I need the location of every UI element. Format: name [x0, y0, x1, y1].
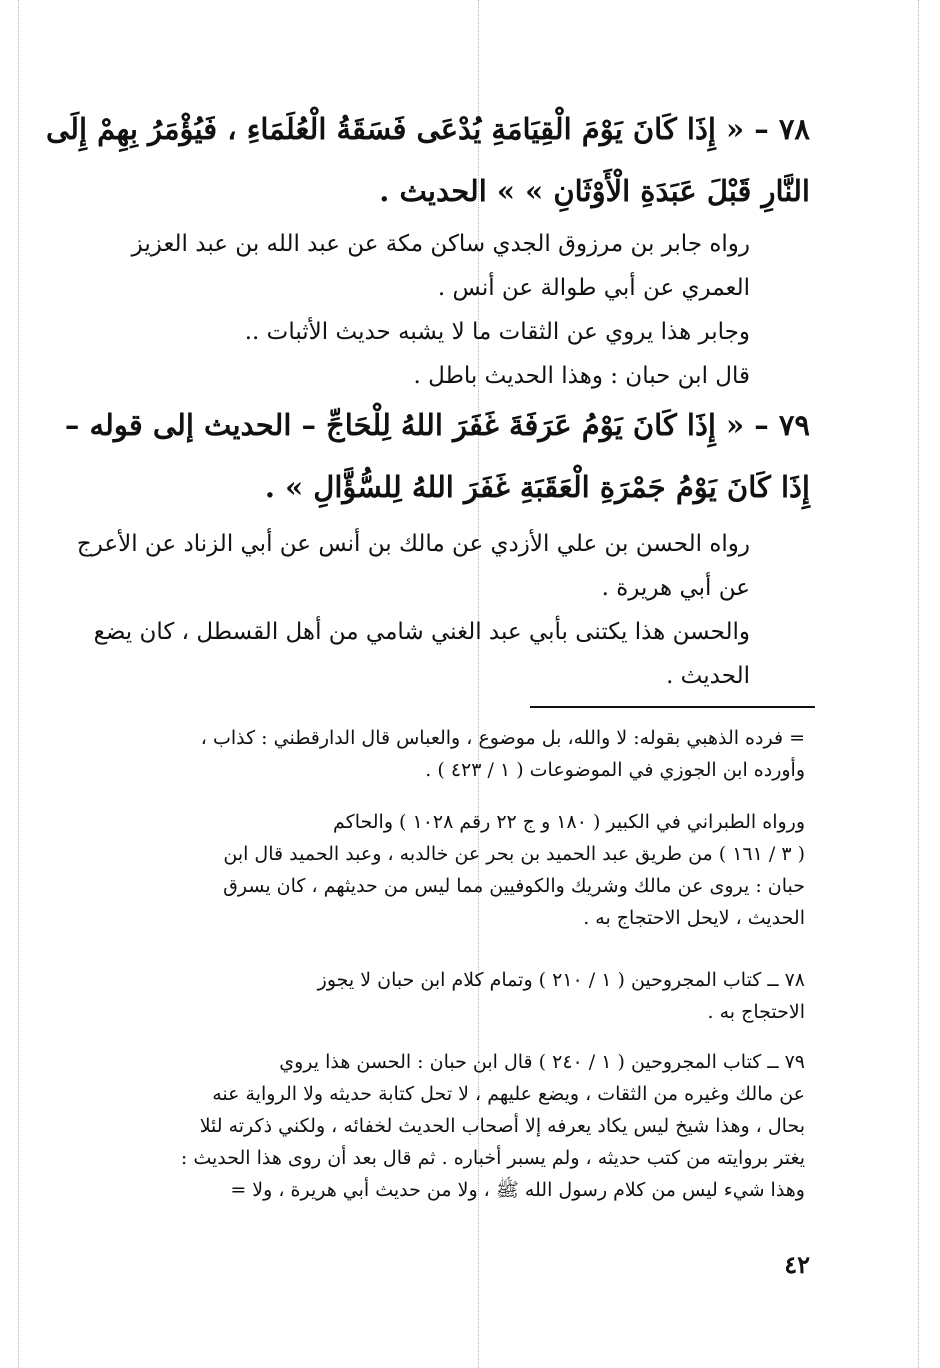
- scan-margin-dots: [18, 0, 19, 1368]
- hadith-79-line: إِذَا كَانَ يَوْمُ جَمْرَةِ الْعَقَبَةِ غَفَرَ اللهُ لِلسُّؤَّالِ » .: [264, 470, 810, 504]
- footnote-79: [125, 1046, 805, 1206]
- narration-79: [76, 522, 750, 698]
- footnote-divider: [530, 706, 815, 708]
- page-number: ٤٢: [784, 1250, 810, 1279]
- footnote-line: يغتر بروايته من كتب حديثه ، ولم يسبر أخباره . ثم قال بعد أن روى هذا الحديث :: [180, 1147, 805, 1169]
- footnote-line: ٧٩ ــ كتاب المجروحين ( ١ / ٢٤٠ ) قال ابن حبان : الحسن هذا يروي: [279, 1051, 805, 1073]
- footnote-line: = فرده الذهبي بقوله: لا والله، بل موضوع ، والعباس قال الدارقطني : كذاب ،: [200, 727, 805, 749]
- footnote-line: ورواه الطبراني في الكبير ( ١٨٠ و ج ٢٢ رقم ١٠٢٨ ) والحاكم: [333, 811, 805, 833]
- narration-78: [130, 222, 750, 398]
- narration-78-line: وجابر هذا يروي عن الثقات ما لا يشبه حديث الأثبات ..: [244, 319, 750, 345]
- narration-78-line: العمري عن أبي طوالة عن أنس .: [437, 275, 750, 301]
- footnote-tabarani: [125, 806, 805, 934]
- footnote-line: عن مالك وغيره من الثقات ، ويضع عليهم ، لا تحل كتابة حديثه ولا الرواية عنه: [212, 1083, 805, 1105]
- narration-79-line: عن أبي هريرة .: [601, 575, 750, 601]
- footnote-line: ( ٣ / ١٦١ ) من طريق عبد الحميد بن بحر عن خالدبه ، وعبد الحميد قال ابن: [223, 843, 805, 865]
- hadith-79: [64, 394, 810, 518]
- footnote-line: وهذا شيء ليس من كلام رسول الله ﷺ ، ولا من حديث أبي هريرة ، ولا =: [230, 1179, 805, 1201]
- narration-79-line: رواه الحسن بن علي الأزدي عن مالك بن أنس عن أبي الزناد عن الأعرج: [76, 531, 750, 557]
- narration-79-line: والحسن هذا يكتنى بأبي عبد الغني شامي من أهل القسطل ، كان يضع: [93, 619, 750, 645]
- hadith-78-line: ٧٨ – « إِذَا كَانَ يَوْمَ الْقِيَامَةِ يُدْعَى فَسَقَةُ الْعُلَمَاءِ ، فَيُؤْمَرُ بِهِمْ إِلَى: [46, 112, 810, 146]
- narration-78-line: رواه جابر بن مرزوق الجدي ساكن مكة عن عبد الله بن عبد العزيز: [131, 231, 750, 257]
- footnote-line: وأورده ابن الجوزي في الموضوعات ( ١ / ٤٢٣ ) .: [425, 759, 805, 781]
- footnote-line: ٧٨ ــ كتاب المجروحين ( ١ / ٢١٠ ) وتمام كلام ابن حبان لا يجوز: [317, 969, 805, 991]
- narration-79-line: الحديث .: [666, 663, 750, 689]
- footnote-line: الحديث ، لايحل الاحتجاج به .: [583, 907, 805, 929]
- hadith-78: [46, 98, 810, 222]
- footnote-line: حبان : يروى عن مالك وشريك والكوفيين مما ليس من حديثهم ، كان يسرق: [223, 875, 805, 897]
- footnote-continuation: [125, 722, 805, 786]
- scan-margin-dots: [918, 0, 919, 1368]
- footnote-line: بحال ، وهذا شيخ ليس يكاد يعرفه إلا أصحاب الحديث لخفائه ، ولكني ذكرته لئلا: [199, 1115, 805, 1137]
- hadith-79-line: ٧٩ – « إِذَا كَانَ يَوْمُ عَرَفَةَ غَفَرَ اللهُ لِلْحَاجِّ – الحديث إلى قوله –: [64, 408, 810, 442]
- footnote-line: الاحتجاج به .: [707, 1001, 805, 1023]
- footnote-78: [125, 964, 805, 1028]
- narration-78-line: قال ابن حبان : وهذا الحديث باطل .: [413, 363, 750, 389]
- hadith-78-line: النَّارِ قَبْلَ عَبَدَةِ الْأَوْثَانِ » » الحديث .: [379, 174, 810, 208]
